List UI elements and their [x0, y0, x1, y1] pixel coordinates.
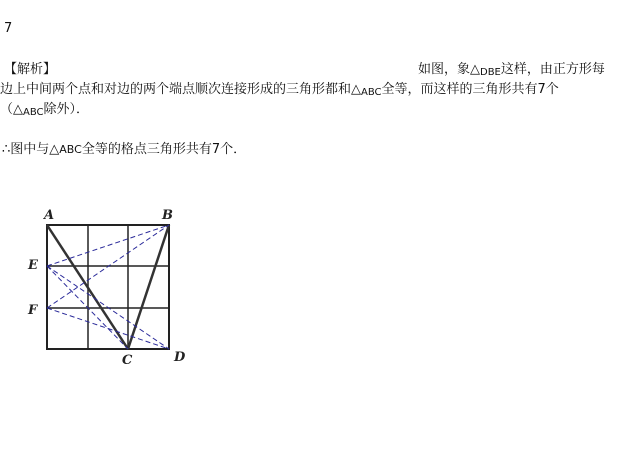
line3-open: （△ [0, 102, 23, 117]
point-label-e: E [28, 258, 38, 273]
point-label-c: C [122, 353, 133, 368]
conclusion-abc: ABC [59, 143, 82, 156]
point-label-f: F [28, 303, 38, 318]
intro-text-2: 这样，由正方形每 [500, 62, 605, 77]
line2-text-2: 全等，而这样的三角形共有7个 [381, 82, 559, 97]
point-label-a: A [44, 208, 55, 223]
section-label: 【解析】 [4, 62, 57, 77]
point-label-d: D [174, 350, 186, 365]
answer-value: 7 [4, 21, 13, 36]
abc-excluded-name: ABC [23, 107, 44, 118]
conclusion-text-2: 全等的格点三角形共有7个． [81, 142, 247, 157]
line2-text-1: 边上中间两个点和对边的两个端点顺次连接形成的三角形都和△ [0, 82, 361, 97]
triangle-abc [47, 225, 169, 349]
intro-text-1: 如图，象△ [418, 62, 480, 77]
grid-lines [47, 225, 169, 349]
dbe-triangle-name: DBE [480, 67, 501, 78]
congruent-triangles-dashed [47, 225, 169, 349]
conclusion-text-1: ∴图中与△ [2, 142, 60, 157]
line3-close: 除外）． [43, 102, 90, 117]
point-label-b: B [162, 208, 173, 223]
abc-triangle-name: ABC [361, 87, 382, 98]
